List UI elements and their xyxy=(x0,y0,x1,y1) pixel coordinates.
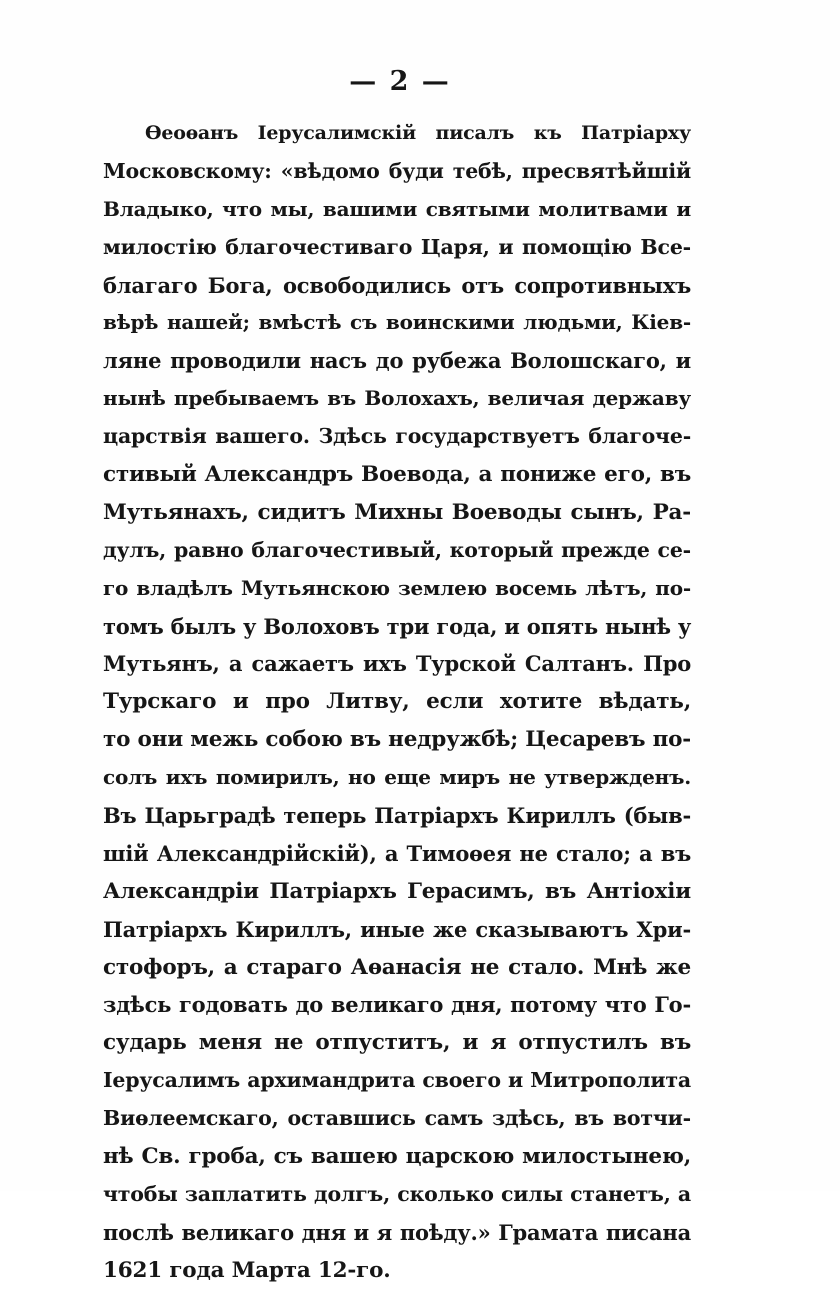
text-line: Мутьянъ, а сажаетъ ихъ Турской Салтанъ. Про xyxy=(103,651,691,677)
text-line: го владѣлъ Мутьянскою землею восемь лѣтъ, по- xyxy=(103,575,691,600)
text-line: Въ Царьградѣ теперь Патріархъ Кириллъ (быв- xyxy=(103,803,691,829)
text-line: солъ ихъ помирилъ, но еще миръ не утвержденъ. xyxy=(103,765,691,790)
text-line: здѣсь годовать до великаго дня, потому что Го- xyxy=(103,992,691,1018)
text-line: царствія вашего. Здѣсь государствуетъ благоче- xyxy=(103,424,691,449)
text-line: Владыко, что мы, вашими святыми молитвами и xyxy=(103,196,691,221)
body-text xyxy=(103,115,691,1290)
text-line: сударь меня не отпуститъ, и я отпустилъ въ xyxy=(103,1030,691,1056)
text-line: нынѣ пребываемъ въ Волохахъ, величая державу xyxy=(103,386,691,411)
text-line: Московскому: «вѣдомо буди тебѣ, пресвятѣйшій xyxy=(103,158,691,183)
text-line: дулъ, равно благочестивый, который прежде се- xyxy=(103,537,691,562)
text-line: послѣ великаго дня и я поѣду.» Грамата писана xyxy=(103,1219,691,1245)
text-line: шій Александрійскій), а Тимоѳея не стало; а въ xyxy=(103,840,691,866)
text-line: благаго Бога, освободились отъ сопротивныхъ xyxy=(103,272,691,298)
text-line: Ѳеоѳанъ Іерусалимскій писалъ къ Патріарху xyxy=(145,122,691,144)
text-line: милостію благочестиваго Царя, и помощію Все- xyxy=(103,234,691,259)
page-number: — 2 — xyxy=(349,66,451,97)
text-line: Іерусалимъ архимандрита своего и Митрополита xyxy=(103,1068,691,1093)
text-line: Александріи Патріархъ Герасимъ, въ Антіохіи xyxy=(103,878,691,904)
text-line: томъ былъ у Волоховъ три года, и опять нынѣ у xyxy=(103,613,692,639)
text-line: 1621 года Марта 12-го. xyxy=(103,1257,391,1283)
text-line: стофоръ, а стараго Аѳанасія не стало. Мнѣ же xyxy=(103,954,691,980)
text-line: Виѳлеемскаго, оставшись самъ здѣсь, въ вотчи- xyxy=(103,1106,691,1131)
text-line: то они межь собою въ недружбѣ; Цесаревъ по- xyxy=(103,727,691,753)
text-line: Турскаго и про Литву, если хотите вѣдать, xyxy=(103,689,691,715)
text-line: Патріархъ Кириллъ, иные же сказываютъ Хри- xyxy=(103,916,691,942)
text-line: нѣ Св. гроба, съ вашею царскою милостынею, xyxy=(103,1144,691,1170)
text-line: стивый Александръ Воевода, а пониже его, въ xyxy=(103,462,691,488)
text-line: чтобы заплатить долгъ, сколько силы станетъ, а xyxy=(103,1181,691,1206)
text-line: Мутьянахъ, сидитъ Михны Воеводы сынъ, Ра- xyxy=(103,499,691,525)
text-line: вѣрѣ нашей; вмѣстѣ съ воинскими людьми, Кіев- xyxy=(103,310,691,335)
text-line: ляне проводили насъ до рубежа Волошскаго, и xyxy=(103,348,691,374)
